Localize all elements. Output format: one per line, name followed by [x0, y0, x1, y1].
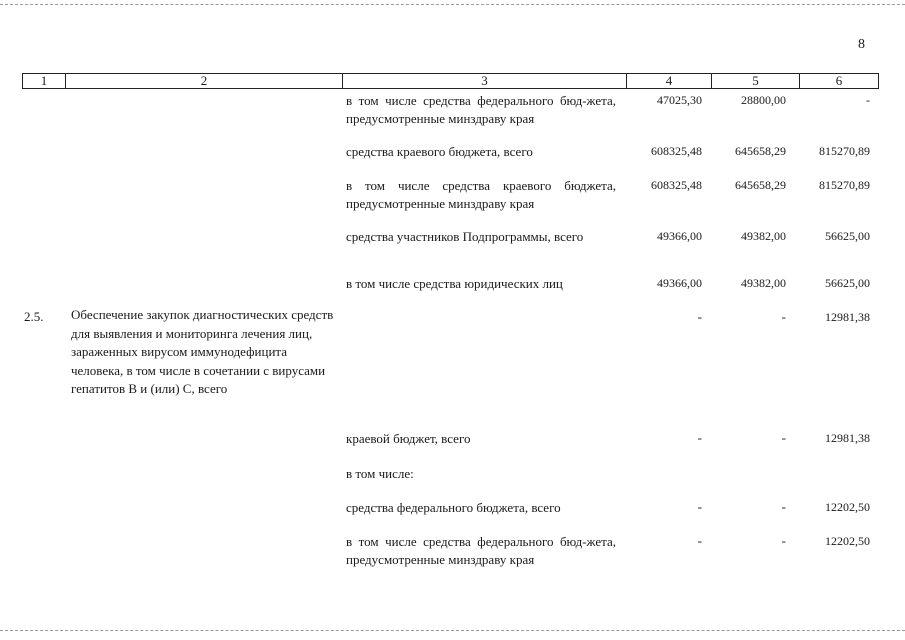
row-1-value-2016: 608325,48 [651, 144, 702, 158]
page-number: 8 [858, 37, 865, 52]
row-8-value-2018: 12202,50 [825, 500, 870, 514]
row-5-measure-name: Обеспечение закупок диагностических средств для выявления и мониторинга лечения лиц, зараженных вирусом иммунодефицита человека, в том числе в сочетании с вирусами гепатитов В и (или) С, всего [71, 307, 334, 396]
column-header-6: 6 [835, 73, 843, 88]
row-2-source: в том числе средства краевого бюджета, предусмотренные минздраву края [346, 178, 616, 211]
row-0-value-2017: 28800,00 [741, 93, 786, 107]
row-4-value-2016: 49366,00 [657, 276, 702, 290]
row-9-value-2017: - [781, 533, 786, 548]
row-1-value-2018: 815270,89 [819, 144, 870, 158]
row-9-value-2016: - [697, 533, 702, 548]
row-5-value-2018: 12981,38 [825, 310, 870, 324]
column-header-3: 3 [343, 74, 627, 88]
row-9-source: в том числе средства федерального бюд-жета, предусмотренные минздраву края [346, 534, 616, 567]
row-4-value-2018: 56625,00 [825, 276, 870, 290]
row-3-value-2018: 56625,00 [825, 229, 870, 243]
row-6-value-2016: - [697, 430, 702, 445]
row-0-value-2018: - [866, 93, 870, 107]
column-header-5: 5 [712, 74, 800, 88]
row-4-value-2017: 49382,00 [741, 276, 786, 290]
scan-edge-top [0, 4, 905, 5]
row-7-source: в том числе: [346, 466, 414, 481]
column-header-1: 1 [23, 74, 66, 88]
row-1-value-2017: 645658,29 [735, 144, 786, 158]
row-8-value-2016: - [697, 499, 702, 514]
column-header-2: 2 [66, 74, 343, 88]
row-0-value-2016: 47025,30 [657, 93, 702, 107]
row-5-value-2017: - [781, 309, 786, 324]
row-3-value-2016: 49366,00 [657, 229, 702, 243]
row-1-source: средства краевого бюджета, всего [346, 144, 533, 159]
scan-edge-bottom [0, 630, 905, 631]
row-2-value-2016: 608325,48 [651, 178, 702, 192]
row-9-value-2018: 12202,50 [825, 534, 870, 548]
row-4-source: в том числе средства юридических лиц [346, 276, 563, 291]
row-8-source: средства федерального бюджета, всего [346, 500, 561, 515]
row-5-number: 2.5. [24, 309, 44, 324]
row-2-value-2017: 645658,29 [735, 178, 786, 192]
row-8-value-2017: - [781, 499, 786, 514]
row-6-source: краевой бюджет, всего [346, 431, 471, 446]
row-3-value-2017: 49382,00 [741, 229, 786, 243]
row-0-source: в том числе средства федерального бюд-жета, предусмотренные минздраву края [346, 93, 616, 126]
row-5-value-2016: - [697, 309, 702, 324]
row-6-value-2017: - [781, 430, 786, 445]
row-6-value-2018: 12981,38 [825, 431, 870, 445]
row-3-source: средства участников Подпрограммы, всего [346, 229, 584, 244]
column-header-4: 4 [627, 74, 712, 88]
table-header [22, 73, 879, 89]
row-2-value-2018: 815270,89 [819, 178, 870, 192]
